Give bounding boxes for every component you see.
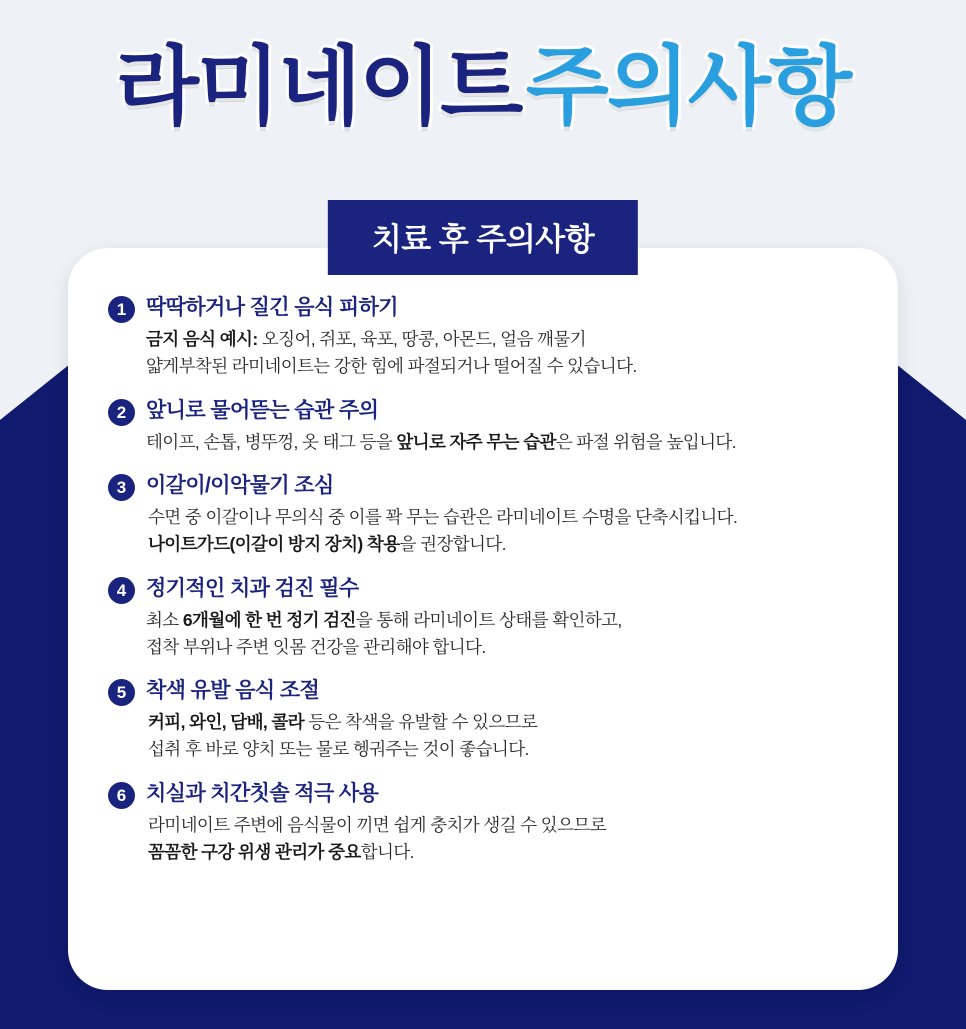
item-body (146, 575, 858, 662)
item-detail-post: 합니다. (360, 842, 414, 863)
item-detail-line (146, 531, 858, 558)
item-detail-bold: 커피, 와인, 담배, 콜라 (148, 712, 305, 733)
item-detail-bold: 나이트가드(이갈이 방지 장치) 착용 (148, 534, 400, 555)
item-detail-bold: 6개월에 한 번 정기 검진 (182, 609, 356, 630)
section-badge: 치료 후 주의사항 (328, 200, 638, 275)
item-detail-post: 은 파절 위험을 높입니다. (555, 431, 736, 452)
item-detail-text: 오징어, 쥐포, 육포, 땅콩, 아몬드, 얼음 깨물기 (257, 329, 586, 350)
item-body (146, 780, 858, 867)
item-title: 착색 유발 음식 조절 (146, 679, 320, 703)
item-number: 6 (108, 782, 135, 809)
item-detail-line: 접착 부위나 주변 잇몸 건강을 관리해야 합니다. (146, 636, 486, 657)
title-part-primary: 라미네이트 (115, 39, 522, 135)
page-title (0, 39, 966, 135)
item-detail-line (146, 429, 858, 456)
item-detail-post: 을 통해 라미네이트 상태를 확인하고, (355, 609, 622, 630)
list-item (108, 472, 858, 559)
list-item (108, 397, 858, 456)
item-detail-line (146, 326, 858, 353)
list-item (108, 780, 858, 867)
item-detail-bold: 꼼꼼한 구강 위생 관리가 중요 (148, 842, 361, 863)
item-detail-post: 등은 착색을 유발할 수 있으므로 (304, 712, 538, 733)
item-number: 4 (108, 577, 135, 604)
item-title: 이갈이/이악물기 조심 (146, 473, 334, 497)
item-detail-post: 을 권장합니다. (399, 534, 506, 555)
item-detail-line (146, 839, 858, 866)
item-title: 정기적인 치과 검진 필수 (146, 576, 359, 600)
item-body (146, 472, 858, 559)
list-item (108, 677, 858, 764)
notice-card (68, 248, 898, 990)
list-item (108, 575, 858, 662)
item-title: 치실과 치간칫솔 적극 사용 (146, 781, 379, 805)
item-body (146, 294, 858, 381)
item-detail-line: 얇게부착된 라미네이트는 강한 힘에 파절되거나 떨어질 수 있습니다. (146, 356, 637, 377)
item-title: 앞니로 물어뜯는 습관 주의 (146, 398, 379, 422)
item-number: 2 (108, 399, 135, 426)
item-detail-line: 섭취 후 바로 양치 또는 물로 헹궈주는 것이 좋습니다. (148, 739, 529, 760)
item-detail-line: 라미네이트 주변에 음식물이 끼면 쉽게 충치가 생길 수 있으므로 (148, 814, 607, 835)
item-body (146, 677, 858, 764)
item-title: 딱딱하거나 질긴 음식 피하기 (146, 296, 398, 319)
item-detail-line: 수면 중 이갈이나 무의식 중 이를 꽉 무는 습관은 라미네이트 수명을 단축시킵니다. (148, 507, 738, 528)
item-detail-pre: 테이프, 손톱, 병뚜껑, 옷 태그 등을 (146, 431, 397, 452)
item-detail-bold: 금지 음식 예시: (146, 329, 258, 350)
list-item (108, 294, 858, 381)
item-detail-bold: 앞니로 자주 무는 습관 (396, 431, 556, 452)
item-number: 1 (108, 296, 135, 323)
item-detail-line (146, 709, 858, 736)
title-part-secondary: 주의사항 (525, 39, 851, 135)
item-detail-line (146, 607, 858, 634)
item-number: 3 (108, 474, 135, 501)
item-number: 5 (108, 679, 135, 706)
item-body (146, 397, 858, 456)
item-detail-pre: 최소 (146, 609, 183, 630)
